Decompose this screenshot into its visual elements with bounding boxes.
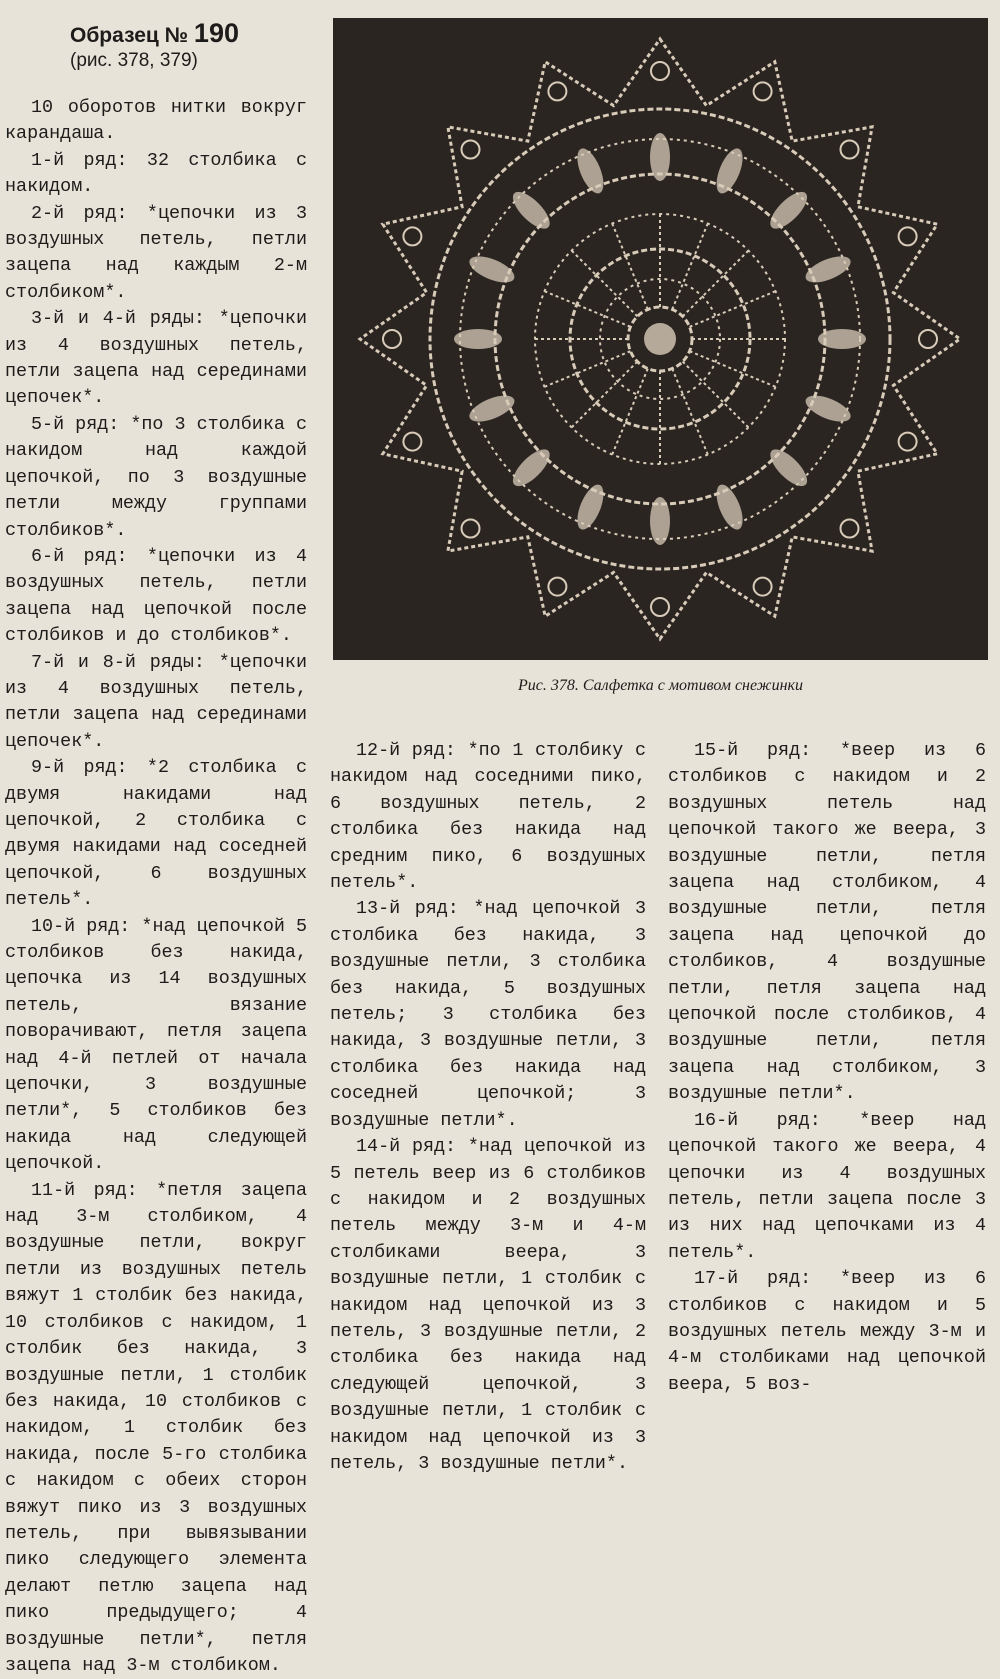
row-text: *цепочки из 4 воздушных петель, петли зацепа над серединами цепочек*. bbox=[5, 651, 307, 752]
row-paragraph bbox=[668, 1266, 986, 1398]
row-label: 3-й и 4-й ряды: bbox=[31, 308, 205, 330]
row-paragraph bbox=[5, 755, 307, 913]
row-label: 9-й ряд: bbox=[31, 757, 128, 779]
row-text: *веер над цепочкой такого же веера, 4 цепочки из 4 воздушных петель, петли зацепа после 3 из них над цепочками из 4 петель*. bbox=[668, 1109, 986, 1263]
row-text: *цепочки из 4 воздушных петель, петли зацепа над цепочкой после столбиков и до столбиков*. bbox=[5, 545, 307, 647]
row-label: 12-й ряд: bbox=[356, 740, 456, 761]
row-paragraph bbox=[330, 896, 646, 1134]
pattern-title bbox=[70, 18, 239, 49]
row-label: 11-й ряд: bbox=[31, 1179, 138, 1201]
row-label: 2-й ряд: bbox=[31, 202, 128, 224]
text-column-2 bbox=[330, 738, 646, 1477]
doily-photo bbox=[333, 18, 988, 660]
row-text: *цепочки из 4 воздушных петель, петли зацепа над серединами цепочек*. bbox=[5, 308, 307, 409]
title-prefix: Образец № bbox=[70, 24, 189, 47]
row-label: 16-й ряд: bbox=[694, 1109, 821, 1131]
row-paragraph bbox=[5, 544, 307, 650]
text-column-3 bbox=[668, 738, 986, 1398]
figure-reference: (рис. 378, 379) bbox=[70, 50, 198, 71]
row-label: 10-й ряд: bbox=[31, 915, 131, 937]
row-text: *по 3 столбика с накидом над каждой цепочкой, по 3 воздушные петли между группами столбиков*. bbox=[5, 413, 307, 541]
title-number: 190 bbox=[193, 18, 239, 48]
row-text: *над цепочкой из 5 петель веер из 6 столбиков с накидом и 2 воздушных петель между 3-м и 4-м столбиками веера, 3 воздушные петли, 1 столбик с накидом над цепочкой из 3 петель, 3 воздушные петли, 2 столбика без накида над следующей цепочкой, 3 воздушные петли, 1 столбик с накидом над цепочкой из 3 петель, 3 воздушные петли*. bbox=[330, 1136, 646, 1474]
row-text: *над цепочкой 5 столбиков без накида, цепочка из 14 воздушных петель, вязание поворачивают, петля зацепа над 4-й петлей от начала цепочки, 3 воздушные петли*, 5 столбиков без накида над следующей цепочкой. bbox=[5, 915, 307, 1175]
row-text: *2 столбика с двумя накидами над цепочкой, 2 столбика с двумя накидами над соседней цепочкой, 6 воздушных петель*. bbox=[5, 757, 307, 911]
row-text: *по 1 столбику с накидом над соседними пико, 6 воздушных петель, 2 столбика без накида над средним пико, 6 воздушных петель*. bbox=[330, 740, 646, 894]
row-paragraph bbox=[5, 201, 307, 307]
row-text: *веер из 6 столбиков с накидом и 5 воздушных петель между 3-м и 4-м столбиками над цепочкой веера, 5 воз- bbox=[668, 1268, 987, 1395]
row-paragraph bbox=[5, 914, 307, 1178]
row-label: 15-й ряд: bbox=[694, 740, 812, 761]
row-label: 7-й и 8-й ряды: bbox=[31, 651, 205, 673]
text-column-1 bbox=[5, 95, 307, 1679]
row-paragraph bbox=[668, 1108, 986, 1266]
row-label: 6-й ряд: bbox=[31, 545, 128, 567]
row-label: 17-й ряд: bbox=[694, 1268, 812, 1290]
row-paragraph bbox=[5, 412, 307, 544]
row-paragraph bbox=[5, 1178, 307, 1679]
row-label: 13-й ряд: bbox=[356, 898, 459, 920]
row-label: 5-й ряд: bbox=[31, 413, 120, 435]
row-text: *над цепочкой 3 столбика без накида, 3 воздушные петли, 3 столбика без накида, 5 воздушных петель; 3 столбика без накида, 3 воздушные петли, 3 столбика без накида над соседней цепочкой; 3 воздушные петли*. bbox=[330, 898, 646, 1131]
row-paragraph bbox=[330, 738, 646, 896]
row-text: *цепочки из 3 воздушных петель, петли зацепа над каждым 2-м столбиком*. bbox=[5, 202, 307, 303]
row-text: *петля зацепа над 3-м столбиком, 4 воздушные петли, вокруг петли из воздушных петель вяжут 1 столбик без накида, 10 столбиков с накидом, 1 столбик без накида, 3 воздушные петли, 1 столбик без накида, 10 столбиков с накидом, 1 столбик без накида, после 5-го столбика с накидом с обеих сторон вяжут пико из 3 воздушных петель, при вывязывании пико следующего элемента делают петлю зацепа над пико предыдущего; 4 воздушные петли*, петля зацепа над 3-м столбиком. bbox=[5, 1179, 307, 1676]
row-paragraph bbox=[5, 650, 307, 756]
row-paragraph bbox=[5, 306, 307, 412]
figure-caption: Рис. 378. Салфетка с мотивом снежинки bbox=[518, 677, 803, 694]
row-paragraph bbox=[330, 1134, 646, 1477]
row-label: 14-й ряд: bbox=[356, 1136, 457, 1158]
row-paragraph bbox=[5, 148, 307, 201]
intro-paragraph: 10 оборотов нитки вокруг карандаша. bbox=[5, 97, 307, 145]
doily-snowflake-icon bbox=[333, 18, 988, 660]
row-text: 32 столбика с накидом. bbox=[5, 149, 307, 198]
row-text: *веер из 6 столбиков с накидом и 2 воздушных петель над цепочкой такого же веера, 3 воздушные петли, петля зацепа над столбиком, 4 воздушные петли, петля зацепа над цепочкой до столбиков, 4 воздушные петли, петля зацепа над цепочкой после столбиков, 4 воздушные петли, петля зацепа над столбиком, 3 воздушные петли*. bbox=[668, 740, 987, 1105]
row-paragraph bbox=[668, 738, 986, 1108]
row-label: 1-й ряд: bbox=[31, 149, 128, 171]
